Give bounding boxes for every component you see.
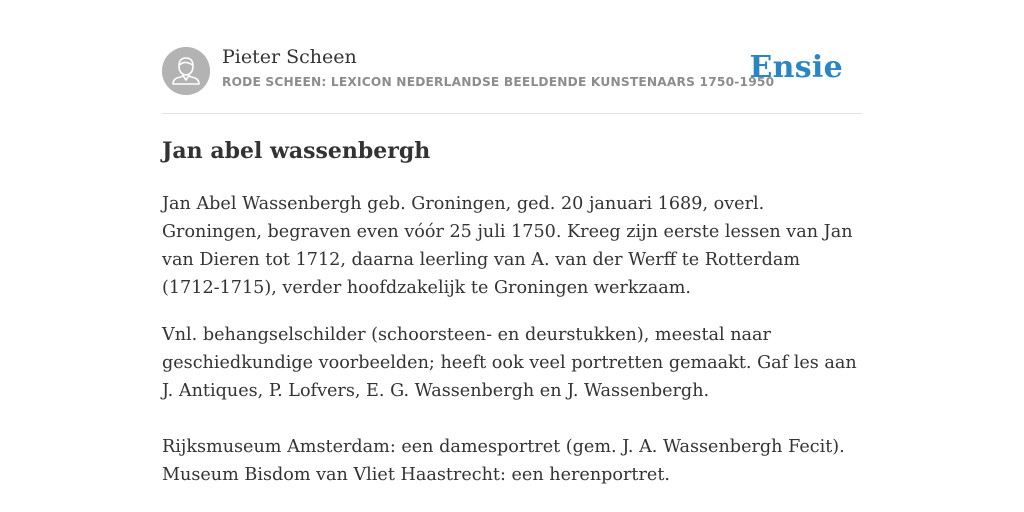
paragraph-biography: Jan Abel Wassenbergh geb. Groningen, ged. 20 januari 1689, overl. Groningen, begraven even vóór 25 juli 1750. Kreeg zijn eerste lessen van Jan van Dieren tot 1712, daarna leerling van A. van der Werff te Rotterdam (1712-1715), verder hoofdzakelijk te Groningen werkzaam. (162, 194, 853, 298)
paragraph-collections (162, 433, 862, 489)
source-publication[interactable]: RODE SCHEEN: LEXICON NEDERLANDSE BEELDENDE KUNSTENAARS 1750-1950 (222, 75, 775, 89)
entry-title: Jan abel wassenbergh (162, 138, 431, 164)
collection-line-bisdom: Museum Bisdom van Vliet Haastrecht: een herenportret. (162, 465, 670, 485)
author-avatar[interactable] (162, 47, 210, 95)
collection-line-rijksmuseum: Rijksmuseum Amsterdam: een damesportret (gem. J. A. Wassenbergh Fecit). (162, 437, 845, 457)
user-silhouette-icon (162, 47, 210, 95)
paragraph-work: Vnl. behangselschilder (schoorsteen- en deurstukken), meestal naar geschiedkundige voorbeelden; heeft ook veel portretten gemaakt. Gaf les aan J. Antiques, P. Lofvers, E. G. Wassenbergh en J. Wassenbergh. (162, 325, 857, 401)
entry-header (162, 0, 862, 114)
entry-body (162, 190, 862, 489)
ensie-logo[interactable]: Ensie (749, 50, 843, 85)
entry-card (162, 0, 862, 512)
author-name[interactable]: Pieter Scheen (222, 46, 357, 68)
